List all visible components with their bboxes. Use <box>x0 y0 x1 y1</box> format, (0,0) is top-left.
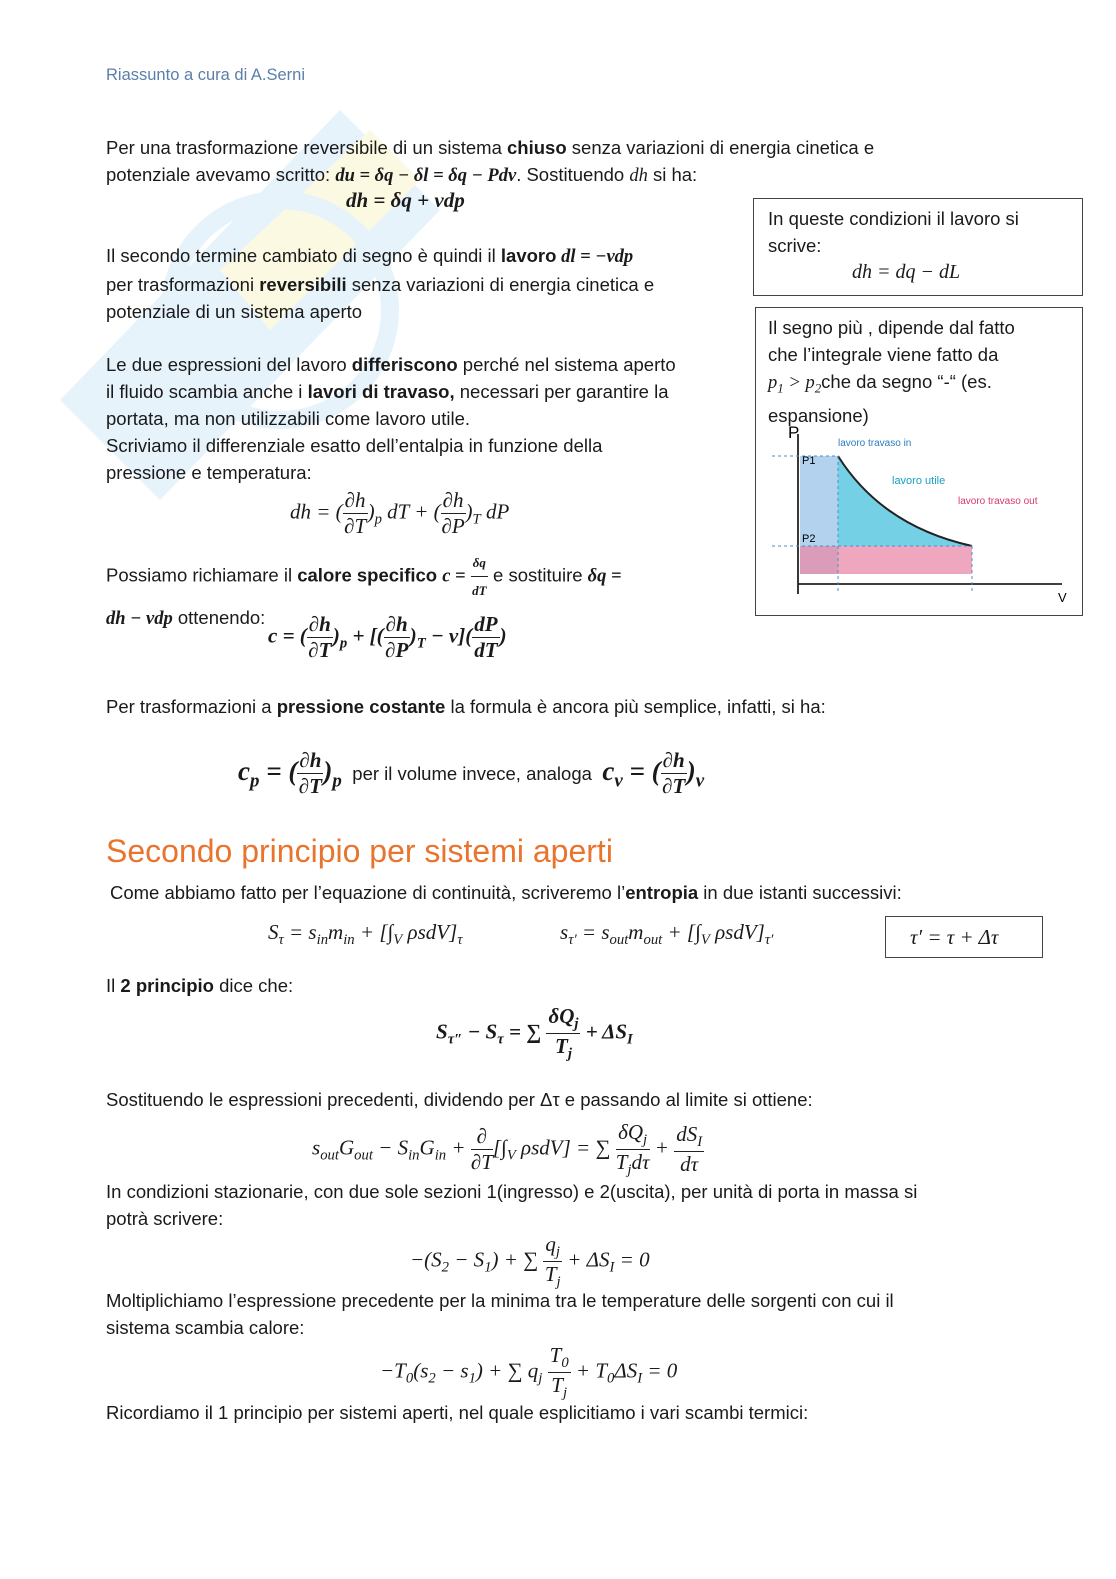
note-box-segno: Il segno più , dipende dal fatto che l’integrale viene fatto da $p_1 > p_2che$ da segno “-“ (es. espansione) P V P1 P2 lavoro travaso in lavoro utile lavoro travaso out <box>755 307 1083 616</box>
equation-entropy-tau: $S_\tau = s_{in}m_{in} + [\int_V$ $\rho sdV]_\tau$ <box>268 920 463 949</box>
v-axis-label: V <box>1058 590 1067 605</box>
p2-label: P2 <box>802 533 816 545</box>
paragraph-pressione-costante: Per trasformazioni a pressione costante la formula è ancora più semplice, infatti, si ha: <box>106 696 826 717</box>
p-axis-label: P <box>788 426 800 442</box>
section-title: Secondo principio per sistemi aperti <box>106 833 613 869</box>
paragraph-secondo-principio: Il 2 principio dice che: <box>106 975 294 996</box>
paragraph-lavoro: Il secondo termine cambiato di segno è quindi il lavoro dl = −vdp per trasformazioni reversibili senza variazioni di energia cinetica e potenziale di un sistema aperto <box>106 245 655 322</box>
label-travaso-out: lavoro travaso out <box>958 496 1038 507</box>
paragraph-stazionarie: In condizioni stazionarie, con due sole sezioni 1(ingresso) e 2(uscita), per unità di porta in massa si potrà scrivere: <box>106 1181 918 1229</box>
area-travaso-out <box>800 546 972 574</box>
label-lavoro-utile: lavoro utile <box>892 475 946 487</box>
paragraph-travaso: Le due espressioni del lavoro differiscono perché nel sistema aperto il fluido scambia anche i lavori di travaso, necessari per garantire la portata, ma non utilizzabili come lavoro utile. Scriviamo il differenziale esatto dell’entalpia in funzione della pressione e temperatura: <box>106 354 676 483</box>
paragraph-calore-specifico: Possiamo richiamare il calore specifico c = $\frac{\delta q}{dT}$ e sostituire δq = dh − vdp ottenendo: <box>106 549 746 633</box>
page-header: Riassunto a cura di A.Serni <box>106 66 306 84</box>
paragraph-primo-principio: Ricordiamo il 1 principio per sistemi aperti, nel quale esplicitiamo i vari scambi termici: <box>106 1402 809 1423</box>
paragraph-moltiplichiamo: Moltiplichiamo l’espressione precedente per la minima tra le temperature delle sorgenti con cui il sistema scambia calore: <box>106 1290 894 1338</box>
equation-dh-differential: dh = ( $\frac{\partial h}{\partial T}$ )$_p$ dT + ( $\frac{\partial h}{\partial P}$ )$_T$ dP <box>290 488 510 538</box>
paragraph-sostituendo: Sostituendo le espressioni precedenti, dividendo per Δτ e passando al limite si ottiene: <box>106 1089 813 1110</box>
paragraph-intro: Per una trasformazione reversibile di un sistema chiuso senza variazioni di energia cinetica e potenziale avevamo scritto: du = δq − δl = δq − Pdv. Sostituendo dh si ha: <box>106 137 875 186</box>
equation-second-law: $S_{\tau''} - S_\tau$ = ∑ $\frac{\delta Q_j}{T_j}$ + $\Delta S_I$ <box>436 1004 633 1063</box>
equation-entropy-tau-prime: $s_{\tau'} = s_{out}m_{out} + [\int_V$ $\rho sdV]_{\tau'}$ <box>560 920 774 949</box>
equation-c: c = ( $\frac{\partial h}{\partial T}$ )$_p$ + [( $\frac{\partial h}{\partial P}$ )$_T - v$]( $\frac{dP}{dT}$ ) <box>268 612 507 662</box>
equation-dh: dh = δq + vdp <box>346 188 465 212</box>
equation-stationary: $-(S_2 - S_1)$ + ∑ $\frac{q_j}{T_j}$ + $\Delta S_I = 0$ <box>410 1232 650 1291</box>
equation-cp-cv: $c_p$ = ( $\frac{\partial h}{\partial T}$ )$_p$ per il volume invece, analoga $c_v$ = ( $\frac{\partial h}{\partial T}$ )$_v$ <box>238 748 705 798</box>
label-travaso-in: lavoro travaso in <box>838 438 912 449</box>
note-box-lavoro: In queste condizioni il lavoro si scrive: dh = dq − dL <box>753 198 1083 296</box>
equation-entropy-rate: $s_{out}G_{out} - S_{in}G_{in}$ + $\frac{\partial}{\partial T}$ [$\int_V$ ρsdV] = ∑ $\frac{\delta Q_j}{T_jd\tau}$ + $\frac{dS_I}{d\tau}$ <box>312 1120 703 1179</box>
paragraph-entropia: Come abbiamo fatto per l’equazione di continuità, scriveremo l’entropia in due istanti successivi: <box>110 882 902 903</box>
tau-prime-box: τ′ = τ + Δτ <box>885 916 1043 958</box>
area-lavoro-utile <box>838 456 972 546</box>
p1-label: P1 <box>802 455 816 467</box>
pv-diagram <box>762 426 1074 608</box>
equation-t0: $-T_0(s_2 - s_1)$ + ∑ $q_j$ $\frac{T_0}{T_j}$ + $T_0\Delta S_I = 0$ <box>380 1343 678 1402</box>
